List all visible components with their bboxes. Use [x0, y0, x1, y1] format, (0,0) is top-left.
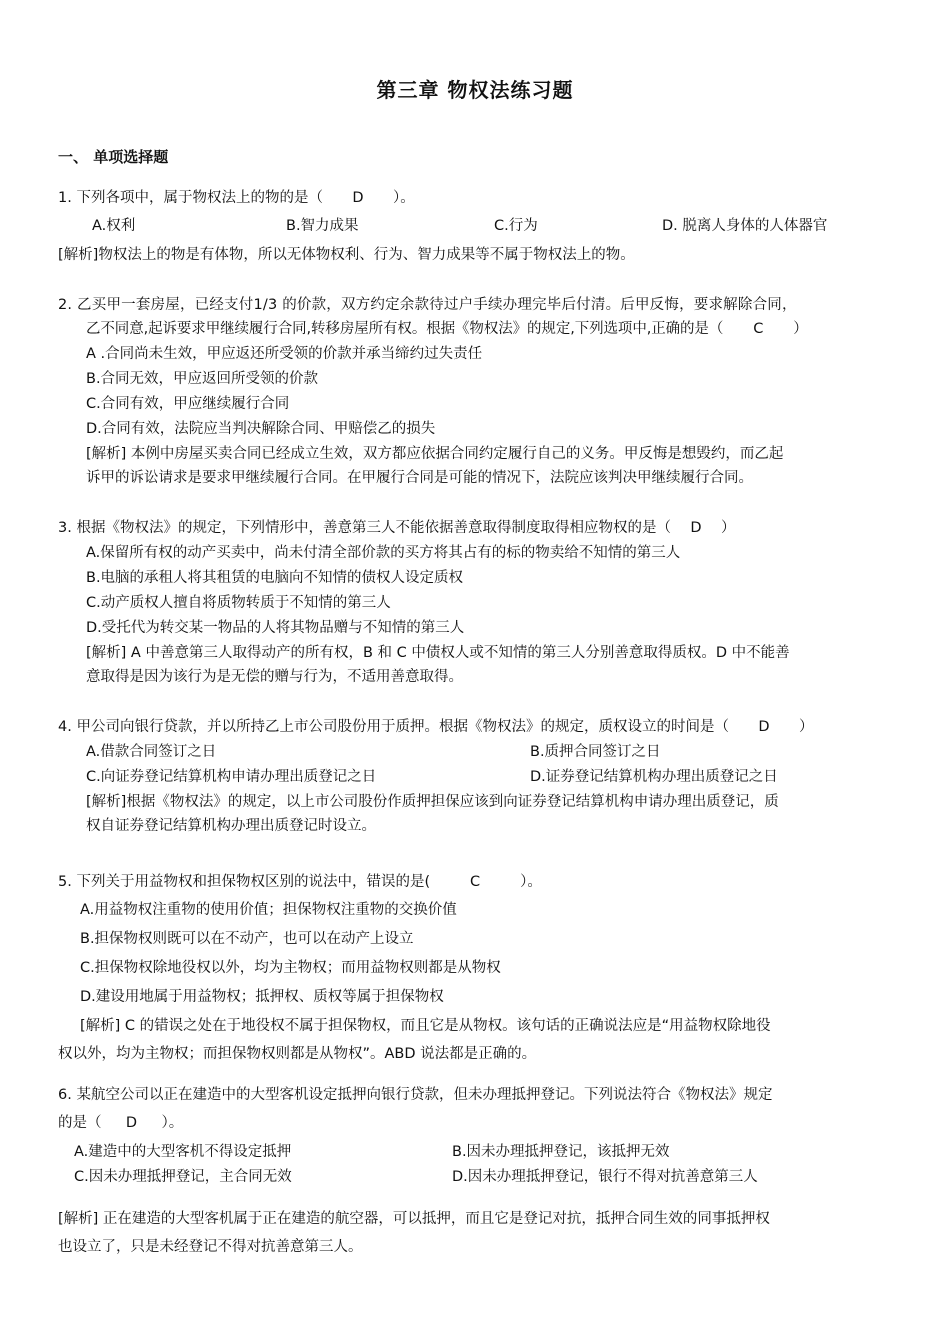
question-4-option-b: B.质押合同签订之日 [530, 744, 661, 760]
question-4-option-c: C.向证券登记结算机构申请办理出质登记之日 [86, 769, 377, 785]
question-1-option-c: C.行为 [494, 218, 538, 234]
question-3-answer: D [690, 520, 702, 536]
question-1-option-d: D. 脱离人身体的人体器官 [662, 218, 828, 234]
question-4-analysis-line2: 权自证券登记结算机构办理出质登记时设立。 [86, 818, 376, 834]
question-3-analysis-line2: 意取得是因为该行为是无偿的赠与行为，不适用善意取得。 [86, 669, 463, 685]
question-5-stem: 5. 下列关于用益物权和担保物权区别的说法中，错误的是( C ）。 [58, 871, 542, 893]
question-1-option-a: A.权利 [92, 218, 136, 234]
question-5-analysis-line1: [解析] C 的错误之处在于地役权不属于担保物权，而且它是从物权。该句话的正确说法应是“用益物权除地役 [80, 1018, 771, 1034]
question-4-answer: D [758, 719, 770, 735]
question-5-option-a: A.用益物权注重物的使用价值；担保物权注重物的交换价值 [80, 902, 457, 918]
question-6-option-b: B.因未办理抵押登记，该抵押无效 [452, 1144, 670, 1160]
question-3-option-c: C.动产质权人擅自将质物转质于不知情的第三人 [86, 595, 391, 611]
section-heading: 一、 单项选择题 [58, 148, 169, 166]
question-2-option-d: D.合同有效，法院应当判决解除合同、甲赔偿乙的损失 [86, 421, 436, 437]
question-6-analysis-line2: 也设立了，只是未经登记不得对抗善意第三人。 [58, 1239, 363, 1255]
question-6-option-a: A.建造中的大型客机不得设定抵押 [74, 1144, 292, 1160]
question-6-stem-line2: 的是（ D ）。 [58, 1112, 183, 1134]
question-4-option-d: D.证券登记结算机构办理出质登记之日 [530, 769, 778, 785]
question-6-answer: D [125, 1115, 138, 1131]
question-2-answer: C [753, 321, 764, 337]
question-3-option-b: B.电脑的承租人将其租赁的电脑向不知情的债权人设定质权 [86, 570, 464, 586]
question-2-stem-line1: 2. 乙买甲一套房屋，已经支付1/3 的价款，双方约定余款待过户手续办理完毕后付清。后甲反悔，要求解除合同， [58, 297, 797, 313]
question-2-stem-line2: 乙不同意,起诉要求甲继续履行合同,转移房屋所有权。根据《物权法》的规定,下列选项中,正确的是（ C ） [86, 318, 808, 340]
question-5-option-b: B.担保物权则既可以在不动产，也可以在动产上设立 [80, 931, 414, 947]
question-5-option-d: D.建设用地属于用益物权；抵押权、质权等属于担保物权 [80, 989, 444, 1005]
question-4-stem: 4. 甲公司向银行贷款，并以所持乙上市公司股份用于质押。根据《物权法》的规定，质权设立的时间是（ D ） [58, 716, 813, 738]
question-6-option-c: C.因未办理抵押登记，主合同无效 [74, 1169, 292, 1185]
question-6-option-d: D.因未办理抵押登记，银行不得对抗善意第三人 [452, 1169, 758, 1185]
page-title: 第三章 物权法练习题 [376, 78, 574, 102]
question-4-option-a: A.借款合同签订之日 [86, 744, 217, 760]
question-3-analysis-line1: [解析] A 中善意第三人取得动产的所有权，B 和 C 中债权人或不知情的第三人分别善意取得质权。D 中不能善 [86, 645, 790, 661]
question-3-option-a: A.保留所有权的动产买卖中，尚未付清全部价款的买方将其占有的标的物卖给不知情的第三人 [86, 545, 681, 561]
question-1-stem: 1. 下列各项中，属于物权法上的物的是（ D ）。 [58, 187, 415, 209]
question-3-option-d: D.受托代为转交某一物品的人将其物品赠与不知情的第三人 [86, 620, 465, 636]
question-2-option-a: A .合同尚未生效，甲应返还所受领的价款并承当缔约过失责任 [86, 346, 483, 362]
question-5-analysis-line2: 权以外，均为主物权；而担保物权则都是从物权”。ABD 说法都是正确的。 [58, 1046, 537, 1062]
question-3-stem: 3. 根据《物权法》的规定，下列情形中，善意第三人不能依据善意取得制度取得相应物权的是（ D ） [58, 517, 735, 539]
question-1-analysis: [解析]物权法上的物是有体物，所以无体物权利、行为、智力成果等不属于物权法上的物。 [58, 247, 635, 263]
question-1-option-b: B.智力成果 [286, 218, 359, 234]
question-2-option-b: B.合同无效，甲应返回所受领的价款 [86, 371, 319, 387]
question-6-analysis-line1: [解析] 正在建造的大型客机属于正在建造的航空器，可以抵押，而且它是登记对抗，抵押合同生效的同事抵押权 [58, 1211, 770, 1227]
question-2-analysis-line1: [解析] 本例中房屋买卖合同已经成立生效，双方都应依据合同约定履行自己的义务。甲反悔是想毁约，而乙起 [86, 446, 784, 462]
question-1-answer: D [352, 190, 364, 206]
question-2-analysis-line2: 诉甲的诉讼请求是要求甲继续履行合同。在甲履行合同是可能的情况下，法院应该判决甲继续履行合同。 [86, 470, 753, 486]
question-5-answer: C [470, 874, 481, 890]
question-2-option-c: C.合同有效，甲应继续履行合同 [86, 396, 290, 412]
question-6-stem-line1: 6. 某航空公司以正在建造中的大型客机设定抵押向银行贷款，但未办理抵押登记。下列说法符合《物权法》规定 [58, 1087, 773, 1103]
question-5-option-c: C.担保物权除地役权以外，均为主物权；而用益物权则都是从物权 [80, 960, 501, 976]
question-4-analysis-line1: [解析]根据《物权法》的规定，以上市公司股份作质押担保应该到向证券登记结算机构申请办理出质登记，质 [86, 794, 779, 810]
